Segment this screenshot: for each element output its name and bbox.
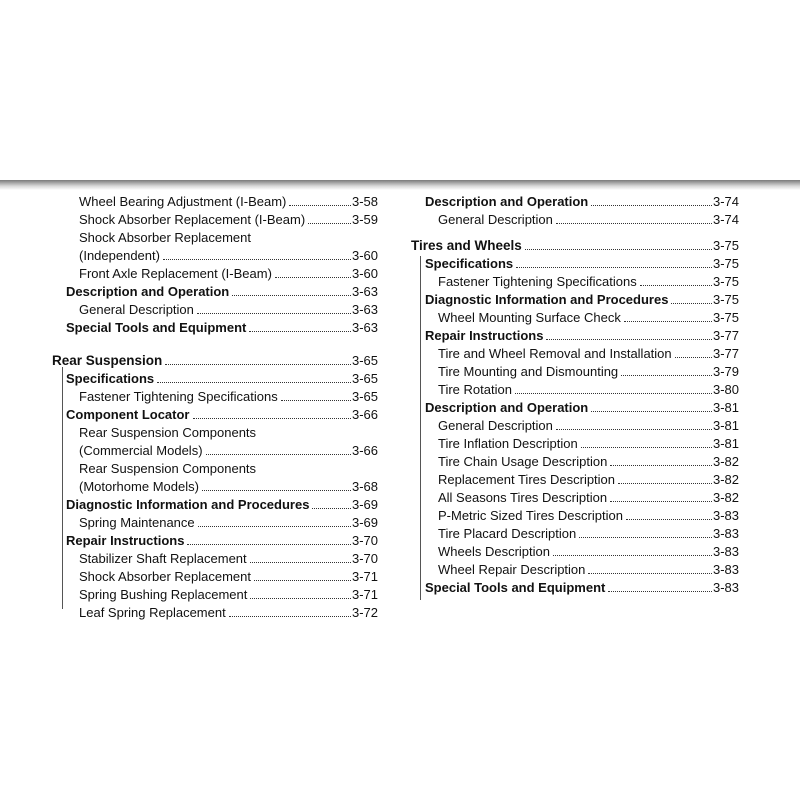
toc-entry[interactable]: P-Metric Sized Tires Description 3-83 [438,508,739,523]
toc-entry[interactable]: General Description 3-81 [438,418,739,433]
toc-entry[interactable]: Replacement Tires Description 3-82 [438,472,739,487]
toc-entry[interactable]: Tire and Wheel Removal and Installation 3-77 [438,346,739,361]
toc-entry[interactable]: Spring Maintenance 3-69 [79,515,378,530]
toc-entry[interactable]: (Motorhome Models) 3-68 [79,479,378,494]
toc-entry[interactable]: Front Axle Replacement (I-Beam) 3-60 [79,266,378,281]
toc-entry[interactable]: Wheel Mounting Surface Check 3-75 [438,310,739,325]
toc-entry[interactable]: Tire Placard Description 3-83 [438,526,739,541]
toc-entry[interactable]: Component Locator 3-66 [66,407,378,422]
toc-entry[interactable]: Tire Chain Usage Description 3-82 [438,454,739,469]
toc-entry[interactable]: Repair Instructions 3-77 [425,328,739,343]
toc-entry-line1: Rear Suspension Components [79,461,257,476]
toc-entry[interactable]: Special Tools and Equipment 3-83 [425,580,739,595]
toc-entry[interactable]: Leaf Spring Replacement 3-72 [79,605,378,620]
toc-entry[interactable]: General Description 3-74 [438,212,739,227]
toc-entry[interactable]: Tire Inflation Description 3-81 [438,436,739,451]
toc-entry[interactable]: Repair Instructions 3-70 [66,533,378,548]
toc-entry[interactable]: Diagnostic Information and Procedures 3-75 [425,292,739,307]
toc-section-heading[interactable]: Tires and Wheels 3-75 [411,238,739,253]
toc-entry-line1: Rear Suspension Components [79,425,257,440]
toc-entry[interactable]: Shock Absorber Replacement 3-71 [79,569,378,584]
toc-entry[interactable]: Specifications 3-75 [425,256,739,271]
toc-entry[interactable]: Spring Bushing Replacement 3-71 [79,587,378,602]
toc-entry[interactable]: Fastener Tightening Specifications 3-75 [438,274,739,289]
toc-entry[interactable]: Wheels Description 3-83 [438,544,739,559]
toc-entry[interactable]: Description and Operation 3-74 [425,194,739,209]
toc-entry[interactable]: Shock Absorber Replacement (I-Beam) 3-59 [79,212,378,227]
toc-entry[interactable]: Diagnostic Information and Procedures 3-69 [66,497,378,512]
toc-entry[interactable]: Stabilizer Shaft Replacement 3-70 [79,551,378,566]
toc-right-column [411,193,739,597]
toc-entry[interactable]: Tire Rotation 3-80 [438,382,739,397]
toc-entry[interactable]: Specifications 3-65 [66,371,378,386]
toc-entry[interactable]: Special Tools and Equipment 3-63 [66,320,378,335]
toc-entry[interactable]: Tire Mounting and Dismounting 3-79 [438,364,739,379]
page-top-rule [0,180,800,190]
toc-entry[interactable]: Wheel Bearing Adjustment (I-Beam) 3-58 [79,194,378,209]
toc-entry[interactable]: Wheel Repair Description 3-83 [438,562,739,577]
toc-left-column [52,193,378,622]
toc-entry[interactable]: Description and Operation 3-63 [66,284,378,299]
toc-entry[interactable]: (Commercial Models) 3-66 [79,443,378,458]
toc-entry[interactable]: General Description 3-63 [79,302,378,317]
toc-section-heading[interactable]: Rear Suspension 3-65 [52,353,378,368]
toc-entry[interactable]: (Independent) 3-60 [79,248,378,263]
toc-entry[interactable]: Fastener Tightening Specifications 3-65 [79,389,378,404]
toc-entry[interactable]: Description and Operation 3-81 [425,400,739,415]
toc-entry-line1: Shock Absorber Replacement [79,230,251,245]
toc-entry[interactable]: All Seasons Tires Description 3-82 [438,490,739,505]
